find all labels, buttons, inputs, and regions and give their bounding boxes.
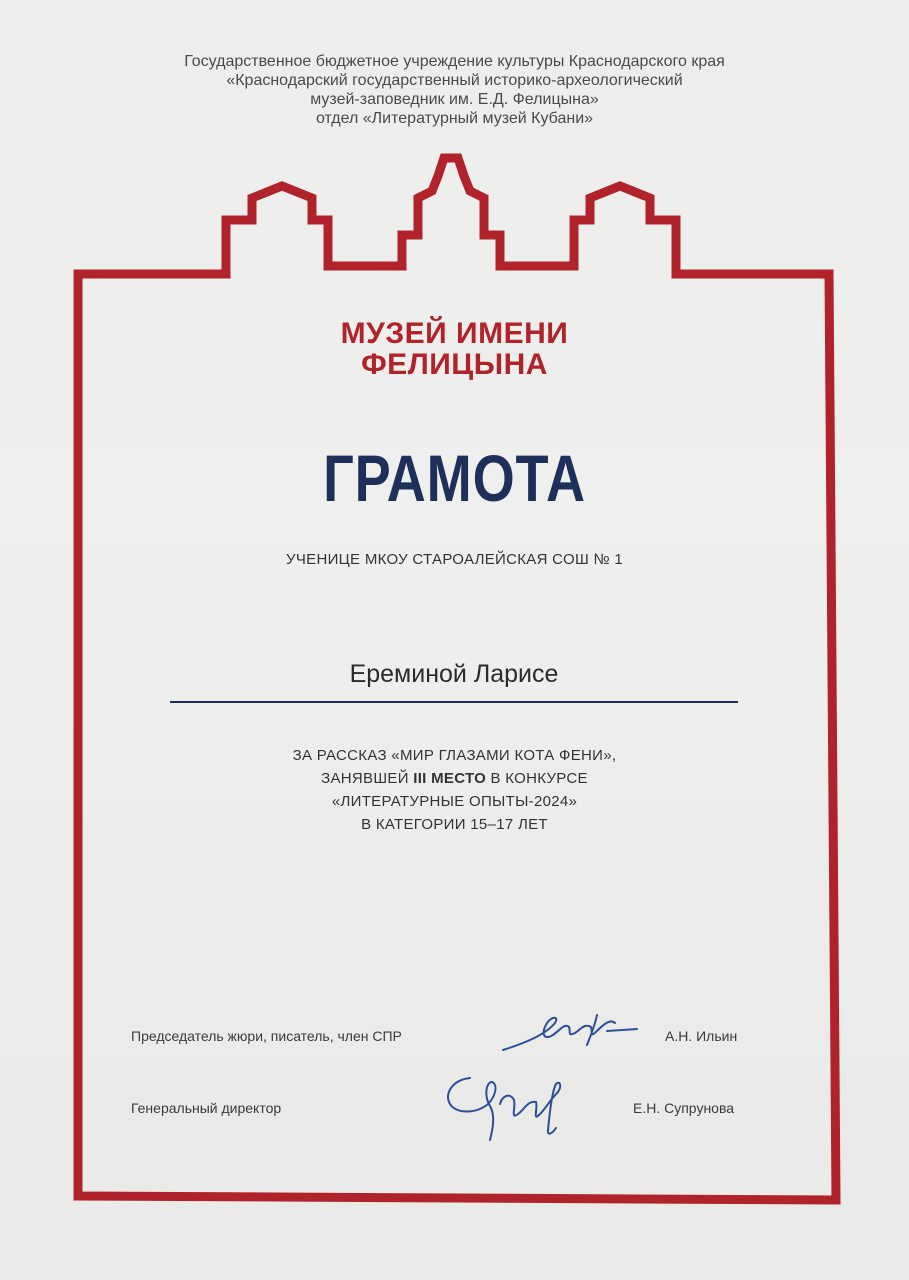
reason-line-4: В КАТЕГОРИИ 15–17 ЛЕТ	[361, 816, 548, 833]
reason-line-2-end: В КОНКУРСЕ	[486, 770, 588, 787]
reason-line-2	[0, 767, 909, 790]
signatory-role-1: Председатель жюри, писатель, член СПР	[131, 1028, 402, 1044]
signatory-role-2: Генеральный директор	[131, 1100, 282, 1116]
issuer-line-4: отдел «Литературный музей Кубани»	[315, 110, 594, 127]
reason-line-2-start: ЗАНЯВШЕЙ	[321, 770, 414, 787]
issuer-line-2: «Краснодарский государственный историко-археологический	[226, 72, 683, 89]
signatory-name-1: А.Н. Ильин	[665, 1028, 738, 1044]
recipient-school: УЧЕНИЦЕ МКОУ СТАРОАЛЕЙСКАЯ СОШ № 1	[286, 551, 623, 568]
issuer-line-1: Государственное бюджетное учреждение культуры Краснодарского края	[184, 53, 725, 70]
recipient-name: Ереминой Ларисе	[349, 660, 559, 688]
signatory-name-2: Е.Н. Супрунова	[633, 1100, 735, 1116]
place-text: III МЕСТО	[413, 770, 487, 787]
certificate-title: ГРАМОТА	[323, 441, 586, 515]
name-underline	[170, 701, 738, 703]
museum-logo	[0, 318, 909, 380]
museum-logo-line-1: МУЗЕЙ ИМЕНИ	[340, 317, 569, 350]
signature-1-mark	[495, 1005, 645, 1065]
issuer-line-3: музей-заповедник им. Е.Д. Фелицына»	[310, 91, 599, 108]
reason-line-3: «ЛИТЕРАТУРНЫЕ ОПЫТЫ-2024»	[331, 793, 578, 810]
award-reason	[0, 744, 909, 836]
museum-logo-line-2: ФЕЛИЦЫНА	[361, 348, 548, 381]
signature-2-mark	[440, 1070, 590, 1146]
reason-line-1: ЗА РАССКАЗ «МИР ГЛАЗАМИ КОТА ФЕНИ»,	[292, 747, 617, 764]
